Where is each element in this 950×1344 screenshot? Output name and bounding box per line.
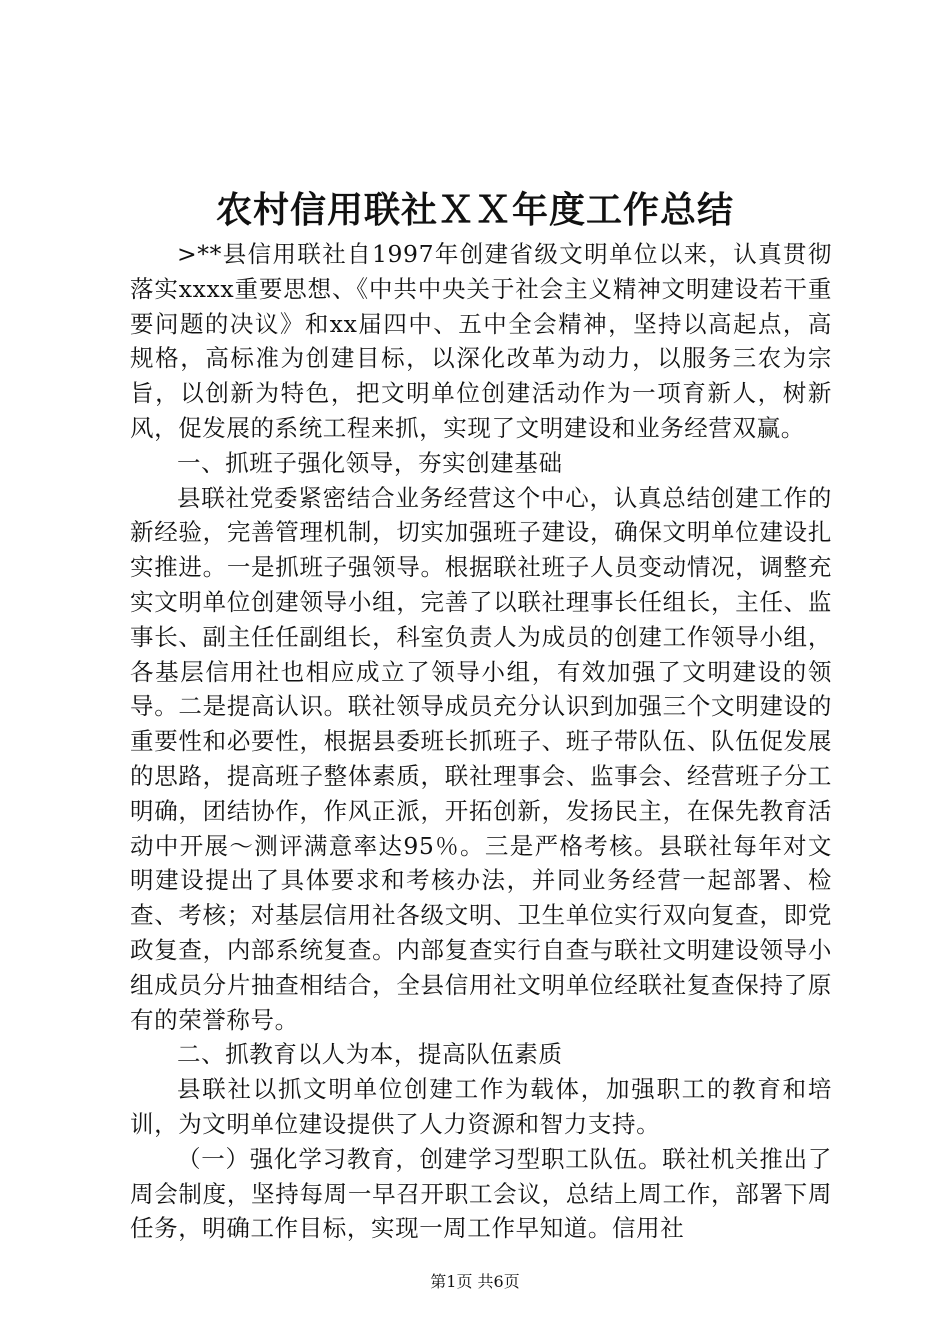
- section-heading-2: 二、抓教育以人为本，提高队伍素质: [177, 1040, 563, 1069]
- section-heading-1: 一、抓班子强化领导，夯实创建基础: [177, 448, 563, 477]
- document-title: 农村信用联社ＸＸ年度工作总结: [215, 189, 734, 231]
- document-body: [130, 237, 832, 1246]
- page-footer: [0, 1271, 950, 1293]
- paragraph-section-1: 县联社党委紧密结合业务经营这个中心，认真总结创建工作的新经验，完善管理机制，切实加强班子建设，确保文明单位建设扎实推进。一是抓班子强领导。根据联社班子人员变动情况，调整充实文明单位创建领导小组，完善了以联社理事长任组长，主任、监事长、副主任任副组长，科室负责人为成员的创建工作领导小组，各基层信用社也相应成立了领导小组，有效加强了文明建设的领导。二是提高认识。联社领导成员充分认识到加强三个文明建设的重要性和必要性，根据县委班长抓班子、班子带队伍、队伍促发展的思路，提高班子整体素质，联社理事会、监事会、经营班子分工明确，团结协作，作风正派，开拓创新，发扬民主，在保先教育活动中开展～测评满意率达95％。三是严格考核。县联社每年对文明建设提出了具体要求和考核办法，并同业务经营一起部署、检查、考核；对基层信用社各级文明、卫生单位实行双向复查，即党政复查，内部系统复查。内部复查实行自查与联社文明建设领导小组成员分片抽查相结合，全县信用社文明单位经联社复查保持了原有的荣誉称号。: [130, 483, 832, 1034]
- paragraph-intro: >**县信用联社自1997年创建省级文明单位以来，认真贯彻落实xxxx重要思想、《中共中央关于社会主义精神文明建设若干重要问题的决议》和xx届四中、五中全会精神，坚持以高起点，高规格，高标准为创建目标，以深化改革为动力，以服务三农为宗旨，以创新为特色，把文明单位创建活动作为一项育新人，树新风，促发展的系统工程来抓，实现了文明建设和业务经营双赢。: [130, 240, 832, 442]
- page-indicator: 第1页 共6页: [430, 1272, 520, 1291]
- paragraph-subsection-1: （一）强化学习教育，创建学习型职工队伍。联社机关推出了周会制度，坚持每周一早召开职工会议，总结上周工作，部署下周任务，明确工作目标，实现一周工作早知道。信用社: [130, 1144, 832, 1243]
- paragraph-section-2: 县联社以抓文明单位创建工作为载体，加强职工的教育和培训，为文明单位建设提供了人力资源和智力支持。: [130, 1075, 832, 1138]
